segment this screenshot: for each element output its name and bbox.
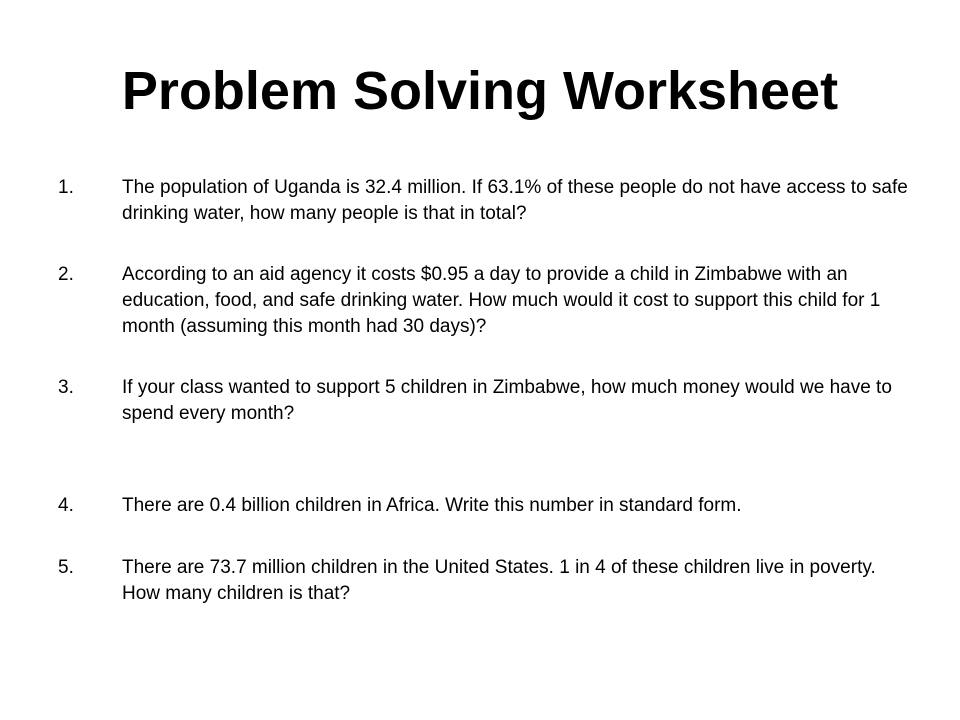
- problem-number: 4.: [58, 495, 74, 516]
- problem-number: 3.: [58, 377, 74, 398]
- problem-number: 5.: [58, 557, 74, 578]
- problem-text: The population of Uganda is 32.4 million. If 63.1% of these people do not have access to safe drinking water, how many people is that in total?: [122, 177, 908, 224]
- problem-text: If your class wanted to support 5 children in Zimbabwe, how much money would we have to spend every month?: [122, 377, 892, 424]
- problem-text: According to an aid agency it costs $0.95 a day to provide a child in Zimbabwe with an education, food, and safe drinking water. How much would it cost to support this child for 1 month (assuming this month had 30 days)?: [122, 264, 881, 337]
- problem-text: There are 73.7 million children in the United States. 1 in 4 of these children live in poverty. How many children is that?: [122, 557, 876, 604]
- problem-text: There are 0.4 billion children in Africa. Write this number in standard form.: [122, 495, 742, 516]
- problem-number: 1.: [58, 177, 74, 198]
- page-title: Problem Solving Worksheet: [121, 61, 839, 121]
- problem-number: 2.: [58, 264, 74, 285]
